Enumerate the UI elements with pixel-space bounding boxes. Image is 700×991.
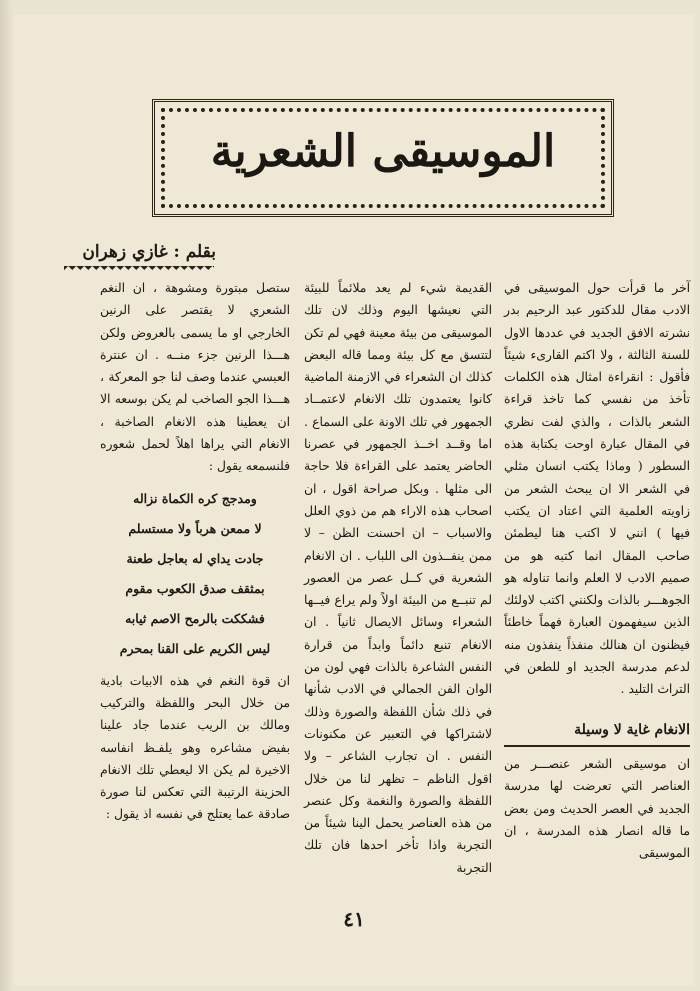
poem-verse: فشككت بالرمح الاصم ثيابه <box>125 610 265 626</box>
column-left <box>100 277 290 826</box>
column-middle <box>304 277 492 879</box>
paragraph: ان موسيقى الشعر عنصـــر من العناصر التي تعرضت لها مدرسة الجديد في العصر الحديث ومن بعض ما قاله انصار هذه المدرسة ، ان الموسيقى <box>504 756 690 861</box>
poem-verse: ليس الكريم على القنا بمحرم <box>119 640 271 656</box>
paragraph: القديمة شيء لم يعد ملائماً للبيئة التي نعيشها اليوم وذلك لان تلك الموسيقى من بيئة معينة فهي لم تكن لتتسق مع كل بيئة ومما قاله البعض كذلك ان الشعراء في الازمنة الماضية كانوا يعتمدون تلك الانغام لاعتمــاد الجمهور في تلك الاونة على السماع . اما وقــد اخــذ الجمهور في عصرنا الحاضر يعتمد على القراءة فلا حاجة الى مثلها . وبكل صراحة اقول ، ان اصحاب هذه الاراء هم من ذوي العلل والاسباب – ان احسنت الظن – لا ممن ينفــذون الى اللباب . ان الانغام الشعرية في كــل عصر من العصور لم تنبــع من البيئة اولاً ولم يراع فيــها الشعراء وسائل الايصال ثانياً . ان الانغام تنبع دائماً وابداً من قرارة النفس الشاعرة بالذات فهي لون من الوان الفن الجمالي في الادب شأنها في ذلك شأن اللفظة والصورة وذلك لاشتراكها في التعبير عن مكنونات النفس . ان تجارب الشاعر – ولا اقول الناظم – تظهر لنا من خلال اللفظة والصورة والنغمة وكل عنصر من هذه العناصر يحمل الينا شيئاً من التجربة واذا تأخر احدها فان تلك التجربة <box>304 281 492 875</box>
column-right <box>504 277 690 864</box>
poem-verse: ومدجج كره الكماة نزاله <box>133 490 257 506</box>
magazine-page <box>14 14 694 986</box>
poem-verse: جادت يداي له بعاجل طعنة <box>126 550 264 566</box>
byline-ornament <box>64 266 214 272</box>
poem-verses <box>100 490 290 658</box>
article-title: الموسيقى الشعرية <box>210 126 556 177</box>
paragraph: ستصل مبتورة ومشوهة ، ان النغم الشعري لا يقتصر على الرنين الخارجي او ما يسمى بالعروض ولكن هـــذا الرنين جزء منــه . ان عنترة العبسي عندما وصف لنا جو المعركة ، هـــذا الجو الصاخب لم يكن بوسعه الا ان يعطينا هذه الانغام الصاخبة ، الانغام التي يراها اهلاً لحمل شعوره فلنسمعه يقول : <box>100 281 290 474</box>
paragraph: آخر ما قرأت حول الموسيقى في الادب مقال للدكتور عبد الرحيم بدر نشرته الافق الجديد في عددها الاول للسنة الثالثة ، ولا اكتم القارىء شيئاً فأقول : انقراءة امثال هذه الكلمات تأخذ من نفسي كما تاخذ قراءة الشعر بالذات ، والذي لفت نظري في المقال عبارة اوحت بكتابة هذه السطور ( وماذا يكتب انسان مثلي في الشعر الا ان يبحث الشعر من زاويته العلمية التي اعتاد ان يكتب فيها ) انني لا اكتب هنا ليطمئن صاحب المقال انما كتبه هو من صميم الادب لا العلم وانما تناوله هو الجوهـــر بالذات ولكنني اكتب لاولئك الذين سيفهمون العبارة فهماً خاطئاً فيظنون ان هنالك منفذاً ينفذون منه لدعم مدرسة الجديد او للطعن في التراث التليد . <box>504 281 690 697</box>
page-number: ٤١ <box>343 907 365 931</box>
title-frame <box>152 99 614 217</box>
author-byline: بقلم : غازي زهران <box>82 242 216 262</box>
section-heading: الانغام غاية لا وسيلة <box>504 719 690 747</box>
poem-verse: بمثقف صدق الكعوب مقوم <box>125 580 265 596</box>
paragraph: ان قوة النغم في هذه الابيات بادية من خلال البحر واللفظة والتركيب ومالك بن الريب عندما جاد علينا بفيض مشاعره وهو يلفـظ انفاسه الاخيرة لم يكن الا ليعطي تلك الانغام الحزينة الرتيبة التي تعكس لنا صورة صادقة عما يعتلج في نفسه اذ يقول : <box>100 673 290 822</box>
poem-verse: لا ممعن هرباً ولا مستسلم <box>128 520 262 536</box>
